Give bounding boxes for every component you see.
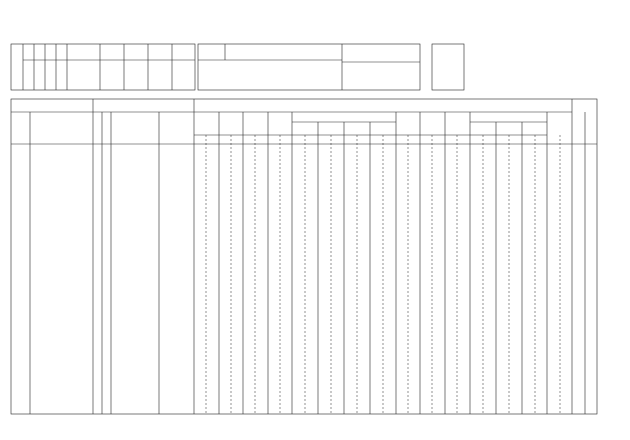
info-block xyxy=(198,44,420,90)
minute-dividers xyxy=(206,135,560,414)
payment-block xyxy=(432,44,464,90)
approval-block xyxy=(11,44,195,90)
